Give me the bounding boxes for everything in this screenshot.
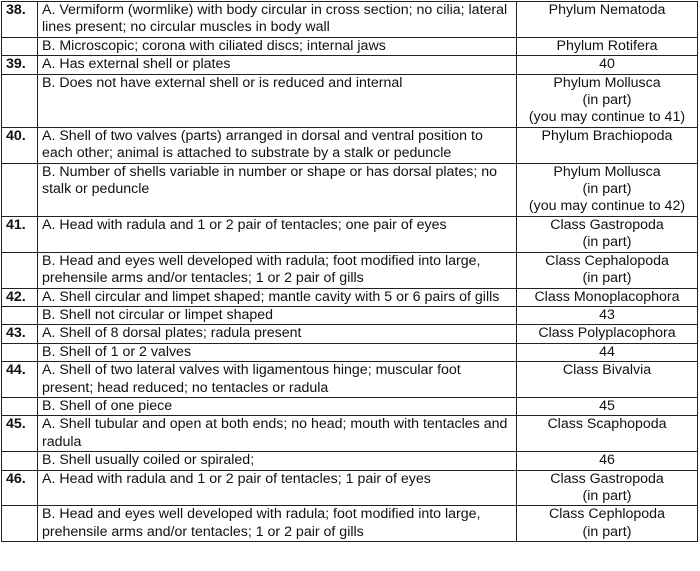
couplet-description: A. Shell of two lateral valves with ligamentous hinge; muscular foot present; head reduced; no tentacles or radula xyxy=(38,362,517,398)
result-line: (in part) xyxy=(582,523,632,540)
key-row xyxy=(2,470,698,506)
result-line: Class Bivalvia xyxy=(562,362,652,379)
couplet-number: 43. xyxy=(2,325,38,343)
couplet-number xyxy=(2,74,38,127)
result-line: Class Polyplacophora xyxy=(538,325,676,342)
result-line: 46 xyxy=(599,452,615,469)
couplet-result xyxy=(517,127,698,163)
couplet-result xyxy=(517,2,698,38)
couplet-number: 46. xyxy=(2,470,38,506)
result-line: (in part) xyxy=(582,92,632,109)
key-row xyxy=(2,416,698,452)
result-line: 45 xyxy=(599,397,615,414)
couplet-description: A. Has external shell or plates xyxy=(38,56,517,74)
result-line: Phylum Mollusca xyxy=(553,163,661,180)
key-row xyxy=(2,2,698,38)
key-row xyxy=(2,74,698,127)
couplet-number: 44. xyxy=(2,362,38,398)
couplet-result xyxy=(517,397,698,415)
result-line: (you may continue to 41) xyxy=(528,109,686,126)
couplet-number xyxy=(2,37,38,55)
couplet-description: B. Shell not circular or limpet shaped xyxy=(38,306,517,324)
key-row xyxy=(2,343,698,361)
couplet-result xyxy=(517,343,698,361)
result-line: 43 xyxy=(599,306,615,323)
dichotomous-key-table xyxy=(1,1,698,542)
key-row xyxy=(2,252,698,288)
key-row xyxy=(2,163,698,216)
couplet-description: B. Head and eyes well developed with radula; foot modified into large, prehensile arms and/or tentacles; 1 or 2 pair of gills xyxy=(38,506,517,542)
couplet-description: A. Head with radula and 1 or 2 pair of tentacles; one pair of eyes xyxy=(38,216,517,252)
result-line: Phylum Brachiopoda xyxy=(541,127,673,144)
result-line: 40 xyxy=(599,56,615,73)
result-line: Class Cephalopoda xyxy=(545,252,669,269)
couplet-result xyxy=(517,452,698,470)
key-table-body xyxy=(2,2,698,542)
key-row xyxy=(2,288,698,306)
couplet-number: 39. xyxy=(2,56,38,74)
result-line: Class Gastropoda xyxy=(550,470,664,487)
key-row xyxy=(2,216,698,252)
key-row xyxy=(2,362,698,398)
couplet-result xyxy=(517,56,698,74)
couplet-result xyxy=(517,306,698,324)
result-line: (in part) xyxy=(582,270,632,287)
couplet-description: B. Shell of one piece xyxy=(38,397,517,415)
couplet-number: 41. xyxy=(2,216,38,252)
couplet-description: A. Shell circular and limpet shaped; mantle cavity with 5 or 6 pairs of gills xyxy=(38,288,517,306)
couplet-result xyxy=(517,416,698,452)
couplet-result xyxy=(517,506,698,542)
couplet-number: 38. xyxy=(2,2,38,38)
couplet-number: 40. xyxy=(2,127,38,163)
key-row xyxy=(2,397,698,415)
couplet-result xyxy=(517,325,698,343)
couplet-number xyxy=(2,506,38,542)
couplet-description: A. Shell of two valves (parts) arranged in dorsal and ventral position to each other; animal is attached to substrate by a stalk or peduncle xyxy=(38,127,517,163)
result-line: Phylum Mollusca xyxy=(553,74,661,91)
result-line: Class Monoplacophora xyxy=(534,288,680,305)
key-row xyxy=(2,452,698,470)
couplet-result xyxy=(517,163,698,216)
result-line: Phylum Nematoda xyxy=(548,2,666,18)
couplet-result xyxy=(517,37,698,55)
key-row xyxy=(2,56,698,74)
key-row xyxy=(2,506,698,542)
key-row xyxy=(2,306,698,324)
couplet-description: A. Vermiform (wormlike) with body circular in cross section; no cilia; lateral lines present; no circular muscles in body wall xyxy=(38,2,517,38)
couplet-number xyxy=(2,452,38,470)
result-line: Class Gastropoda xyxy=(550,216,664,233)
result-line: (in part) xyxy=(582,181,632,198)
couplet-result xyxy=(517,252,698,288)
key-row xyxy=(2,37,698,55)
couplet-description: B. Shell usually coiled or spiraled; xyxy=(38,452,517,470)
key-row xyxy=(2,127,698,163)
couplet-number xyxy=(2,397,38,415)
couplet-result xyxy=(517,362,698,398)
couplet-number xyxy=(2,163,38,216)
result-line: Class Cephlopoda xyxy=(549,506,665,523)
result-line: Phylum Rotifera xyxy=(556,37,658,54)
couplet-number: 42. xyxy=(2,288,38,306)
result-line: Class Scaphopoda xyxy=(547,416,667,433)
couplet-description: A. Shell of 8 dorsal plates; radula present xyxy=(38,325,517,343)
key-row xyxy=(2,325,698,343)
couplet-number xyxy=(2,252,38,288)
couplet-description: B. Head and eyes well developed with radula; foot modified into large, prehensile arms and/or tentacles; 1 or 2 pair of gills xyxy=(38,252,517,288)
couplet-description: A. Shell tubular and open at both ends; no head; mouth with tentacles and radula xyxy=(38,416,517,452)
couplet-number xyxy=(2,306,38,324)
couplet-number xyxy=(2,343,38,361)
couplet-result xyxy=(517,216,698,252)
result-line: (in part) xyxy=(582,234,632,251)
couplet-description: A. Head with radula and 1 or 2 pair of tentacles; 1 pair of eyes xyxy=(38,470,517,506)
couplet-description: B. Shell of 1 or 2 valves xyxy=(38,343,517,361)
couplet-description: B. Number of shells variable in number or shape or has dorsal plates; no stalk or peduncle xyxy=(38,163,517,216)
couplet-number: 45. xyxy=(2,416,38,452)
result-line: 44 xyxy=(599,343,615,360)
couplet-result xyxy=(517,74,698,127)
couplet-description: B. Microscopic; corona with ciliated discs; internal jaws xyxy=(38,37,517,55)
couplet-description: B. Does not have external shell or is reduced and internal xyxy=(38,74,517,127)
couplet-result xyxy=(517,288,698,306)
result-line: (you may continue to 42) xyxy=(528,198,686,215)
couplet-result xyxy=(517,470,698,506)
result-line: (in part) xyxy=(582,487,632,504)
